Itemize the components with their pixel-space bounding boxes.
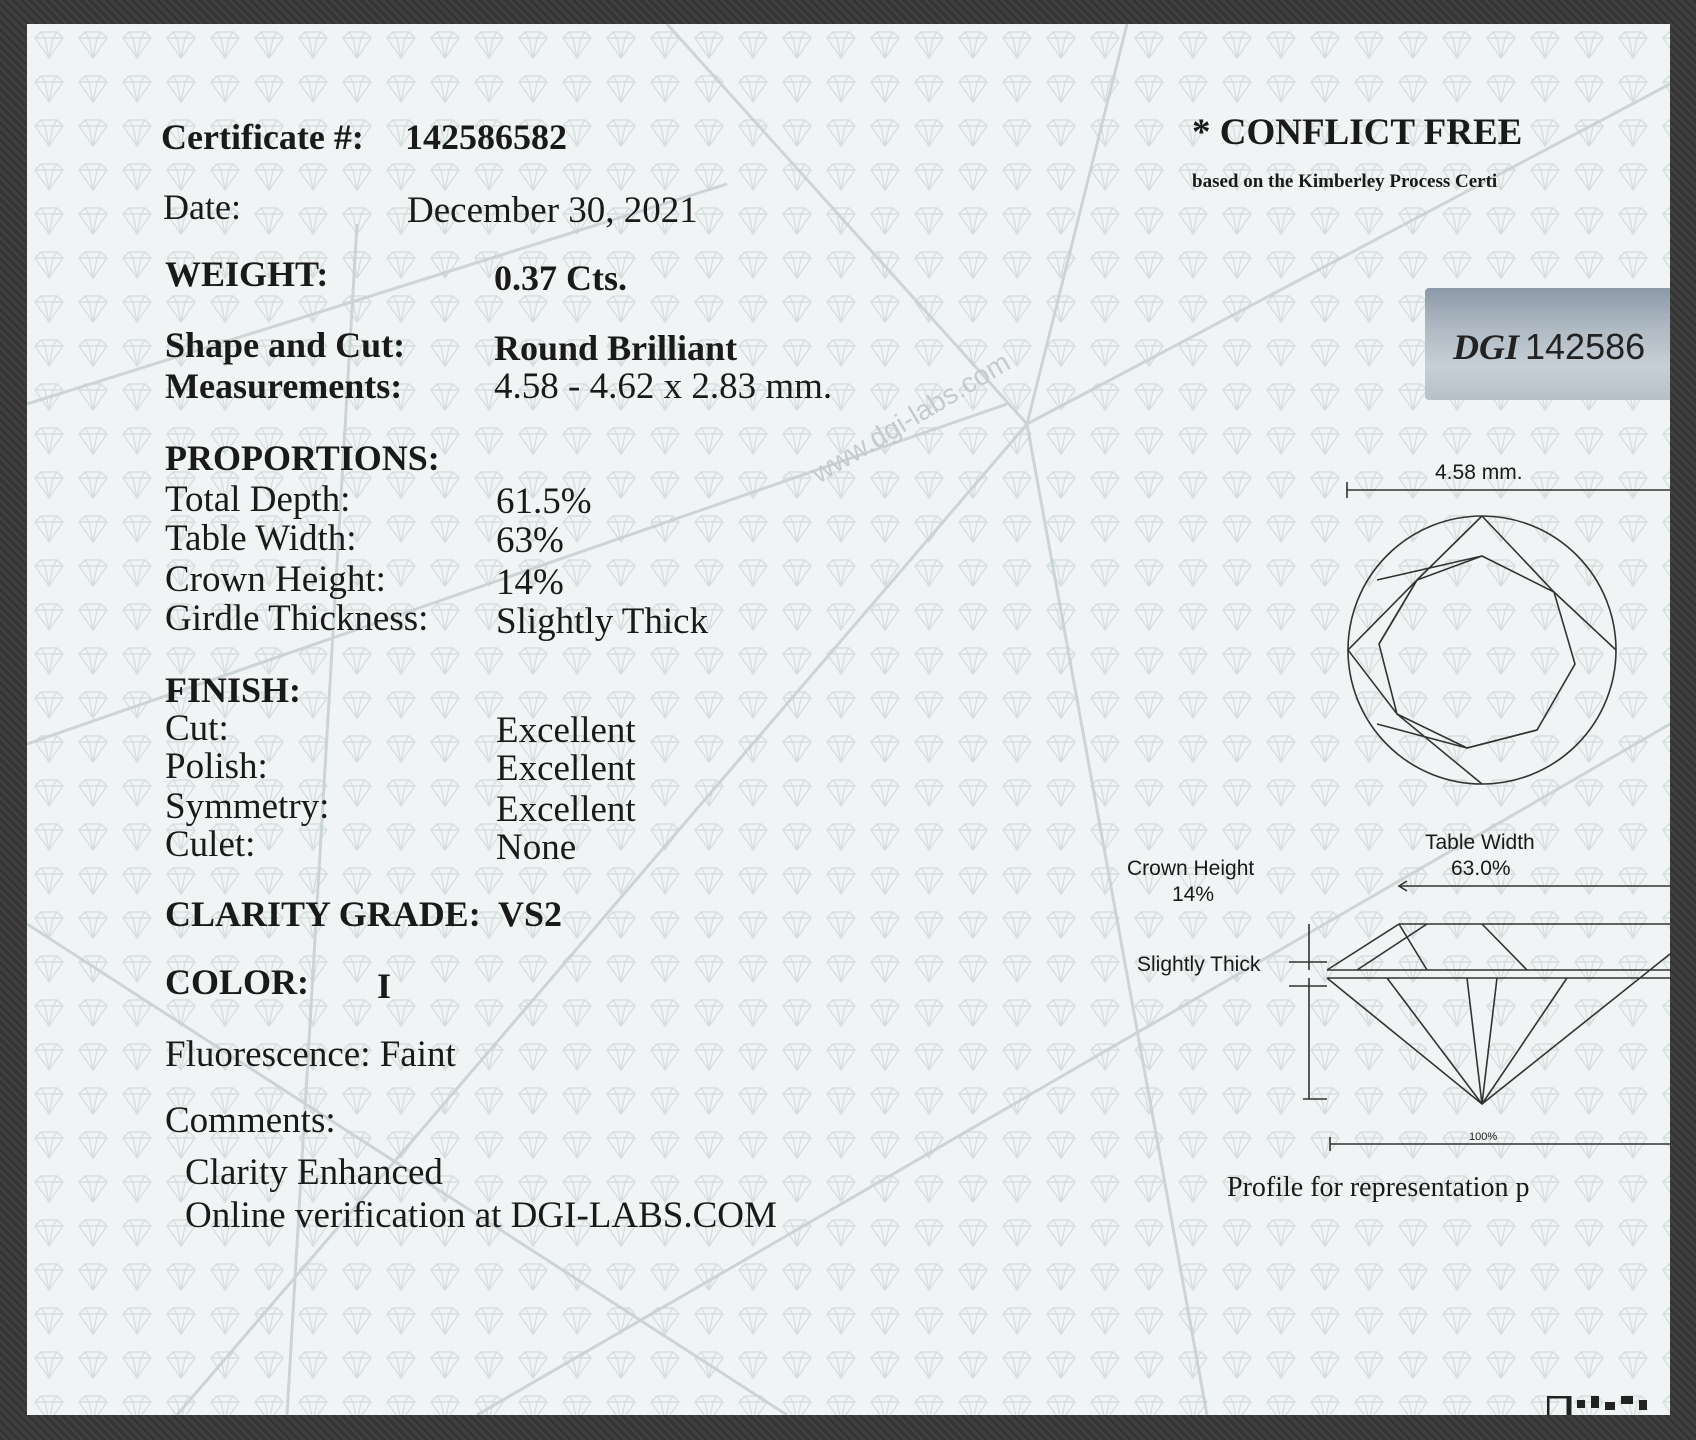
proportion-label: Crown Height: (165, 559, 386, 600)
conflict-free-title: * CONFLICT FREE (1192, 112, 1523, 153)
comment-line: Clarity Enhanced (185, 1152, 443, 1193)
certificate-number-label: Certificate #: (161, 117, 364, 157)
clarity-value: VS2 (498, 894, 563, 934)
weight-value: 0.37 Cts. (494, 258, 627, 298)
finish-value: Excellent (496, 789, 636, 830)
qr-code-icon (1547, 1396, 1670, 1415)
girdle-label: Slightly Thick (1137, 953, 1261, 976)
finish-heading: FINISH: (165, 670, 302, 710)
finish-label: Cut: (165, 708, 229, 749)
crown-height-value: 14% (1172, 883, 1215, 906)
scale-label: 100% (1469, 1131, 1498, 1143)
proportions-heading: PROPORTIONS: (165, 438, 440, 478)
proportion-value: 63% (496, 520, 564, 561)
weight-label: WEIGHT: (165, 254, 329, 294)
finish-label: Polish: (165, 746, 268, 787)
dgi-logo: DGI (1453, 327, 1520, 367)
date-label: Date: (163, 187, 241, 227)
color-value: I (377, 966, 392, 1006)
proportion-label: Table Width: (165, 518, 357, 559)
proportion-value: 14% (496, 562, 564, 603)
shape-label: Shape and Cut: (165, 325, 406, 365)
table-width-label: Table Width (1425, 831, 1535, 854)
finish-value: Excellent (496, 710, 636, 751)
shape-value: Round Brilliant (494, 328, 738, 368)
profile-note: Profile for representation p (1227, 1172, 1530, 1203)
comments-label: Comments: (165, 1100, 336, 1141)
date-value: December 30, 2021 (407, 190, 698, 231)
certificate-number: 142586582 (405, 117, 567, 157)
measurements-label: Measurements: (165, 366, 403, 406)
table-width-value: 63.0% (1451, 857, 1511, 880)
proportion-value: 61.5% (496, 481, 592, 522)
proportion-label: Total Depth: (165, 479, 351, 520)
fluorescence: Fluorescence: Faint (165, 1034, 456, 1075)
proportion-value: Slightly Thick (496, 601, 709, 642)
comment-line: Online verification at DGI-LABS.COM (185, 1195, 777, 1236)
kimberley-note: based on the Kimberley Process Certi (1192, 171, 1498, 192)
finish-label: Culet: (165, 824, 256, 865)
finish-value: Excellent (496, 748, 636, 789)
diamond-diagram (27, 24, 1670, 1415)
proportion-label: Girdle Thickness: (165, 598, 429, 639)
crown-height-label: Crown Height (1127, 857, 1255, 880)
finish-value: None (496, 827, 577, 868)
measurements-value: 4.58 - 4.62 x 2.83 mm. (494, 366, 833, 407)
diamond-certificate (27, 24, 1670, 1415)
finish-label: Symmetry: (165, 786, 330, 827)
diameter-label: 4.58 mm. (1435, 461, 1523, 484)
clarity-label: CLARITY GRADE: (165, 894, 481, 934)
watermark-url: www.dgi-labs.com (805, 346, 1016, 489)
color-label: COLOR: (165, 962, 309, 1002)
inscription-number: 142586 (1525, 326, 1646, 367)
